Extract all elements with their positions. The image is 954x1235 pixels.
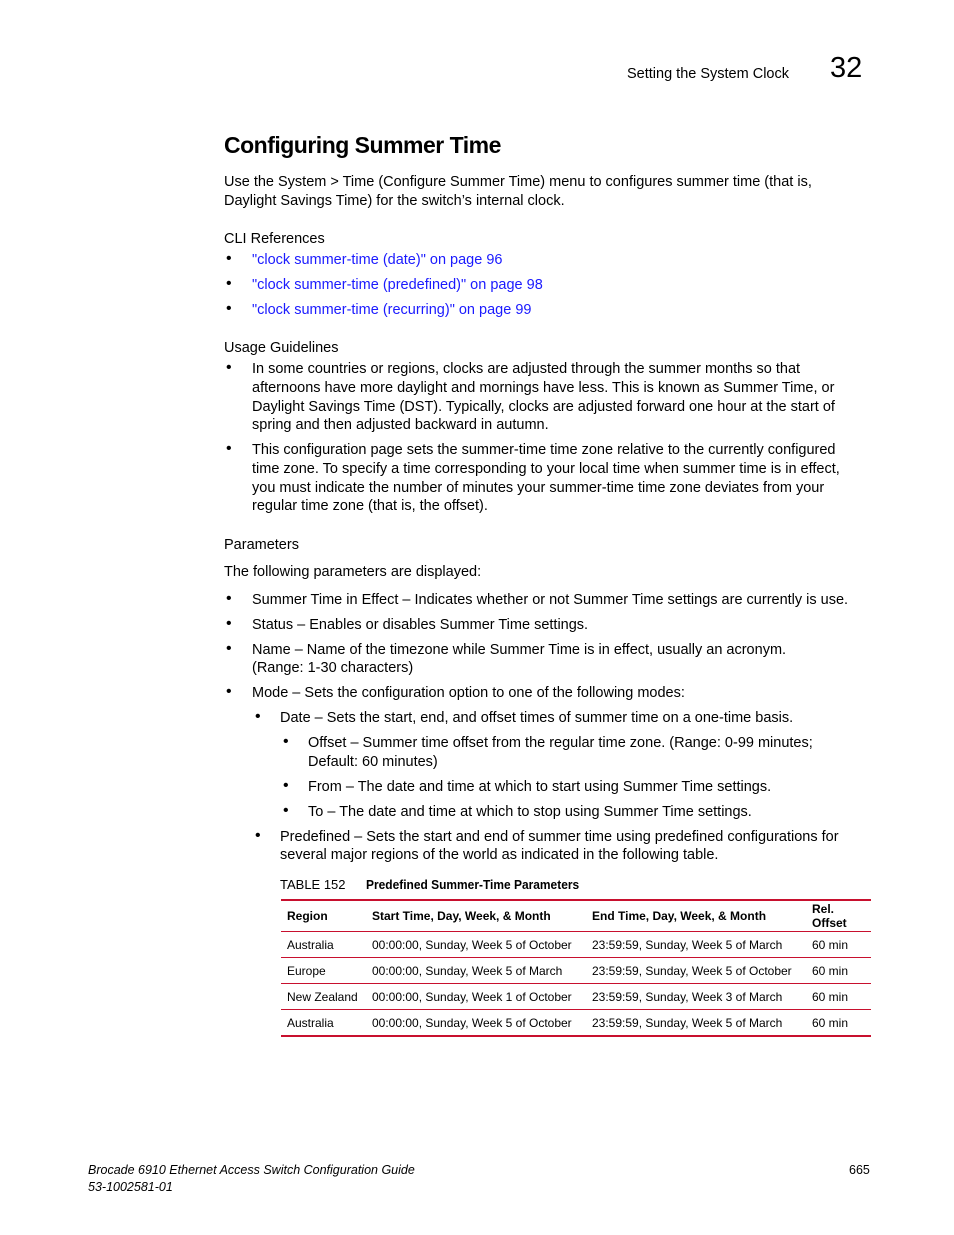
table-cell: 00:00:00, Sunday, Week 5 of October [366,1010,586,1037]
table-row [281,958,871,984]
parameters-intro: The following parameters are displayed: [224,564,482,580]
section-heading: Configuring Summer Time [224,132,501,158]
bullet-icon: • [226,250,232,267]
table-cell: 23:59:59, Sunday, Week 5 of March [586,932,806,958]
intro-line-1: Use the System > Time (Configure Summer Time) menu to configures summer time (that is, [224,174,812,190]
param-desc: – Summer time offset from the regular time zone. (Range: 0-99 minutes; [346,735,813,751]
usage-item-2-line-3: you must indicate the number of minutes your summer-time time zone deviates from your [252,480,825,496]
intro-line-2: Daylight Savings Time) for the switch’s internal clock. [224,193,565,209]
param-to [308,803,752,822]
bullet-icon: • [226,440,232,457]
usage-item-2-line-2: time zone. To specify a time corresponding to your local time when summer time is in effect, [252,461,840,477]
param-offset [308,734,813,753]
param-date [280,709,793,728]
param-term: Mode [252,685,289,701]
usage-item-2-line-1: This configuration page sets the summer-time time zone relative to the currently configured [252,442,836,458]
table-cell: 00:00:00, Sunday, Week 5 of October [366,932,586,958]
param-name [252,641,786,660]
table-header-row [281,900,871,932]
param-desc: – Name of the timezone while Summer Time is in effect, usually an acronym. [290,642,787,658]
running-header: Setting the System Clock [627,66,789,82]
cli-link-recurring[interactable]: "clock summer-time (recurring)" on page 99 [252,302,532,318]
table-cell: 60 min [806,958,871,984]
bullet-icon: • [226,590,232,607]
param-term: Predefined [280,829,351,845]
parameters-title: Parameters [224,537,299,553]
bullet-icon: • [226,300,232,317]
usage-item-1-line-1: In some countries or regions, clocks are adjusted through the summer months so that [252,361,801,377]
table-cell: 60 min [806,1010,871,1037]
chapter-number: 32 [830,52,863,84]
column-header: Rel. Offset [806,900,871,932]
table-cell: 60 min [806,984,871,1010]
table-cell: 23:59:59, Sunday, Week 5 of March [586,1010,806,1037]
usage-item-2-line-4: regular time zone (that is, the offset). [252,498,488,514]
table-row [281,932,871,958]
bullet-icon: • [226,640,232,657]
param-desc: – Sets the start, end, and offset times of summer time on a one-time basis. [310,710,794,726]
param-desc: – The date and time at which to start using Summer Time settings. [341,779,772,795]
table-caption [280,877,597,892]
param-term: Status [252,617,294,633]
param-name-range: (Range: 1-30 characters) [252,660,414,676]
table-row [281,984,871,1010]
table-cell: Australia [281,1010,366,1037]
table-label: TABLE 152 [280,877,346,892]
param-term: Offset [308,735,347,751]
param-term: From [308,779,342,795]
table-cell: Europe [281,958,366,984]
bullet-icon: • [226,275,232,292]
param-term: Summer Time in Effect [252,592,399,608]
column-header: End Time, Day, Week, & Month [586,900,806,932]
bullet-icon: • [255,827,261,844]
param-desc: – The date and time at which to stop using Summer Time settings. [323,804,752,820]
bullet-icon: • [226,359,232,376]
param-mode [252,684,685,703]
param-desc: – Sets the start and end of summer time using predefined configurations for [350,829,839,845]
column-header: Region [281,900,366,932]
param-status [252,616,588,635]
param-summer-in-effect [252,591,848,610]
table-cell: New Zealand [281,984,366,1010]
column-header: Start Time, Day, Week, & Month [366,900,586,932]
table-cell: Australia [281,932,366,958]
param-from [308,778,771,797]
table-cell: 00:00:00, Sunday, Week 5 of March [366,958,586,984]
table-cell: 23:59:59, Sunday, Week 3 of March [586,984,806,1010]
param-term: To [308,804,324,820]
usage-item-1-line-2: afternoons have more daylight and mornings have less. This is known as Summer Time, or [252,380,835,396]
summer-time-table [281,899,871,1037]
param-term: Date [280,710,311,726]
bullet-icon: • [226,683,232,700]
page-number: 665 [849,1163,870,1177]
usage-item-1-line-3: Daylight Savings Time (DST). Typically, clocks are adjusted forward one hour at the start of [252,399,835,415]
bullet-icon: • [226,615,232,632]
usage-item-1-line-4: spring and then adjusted backward in autumn. [252,417,549,433]
param-predefined [280,828,839,847]
table-cell: 23:59:59, Sunday, Week 5 of October [586,958,806,984]
usage-guidelines-title: Usage Guidelines [224,340,339,356]
table-cell: 60 min [806,932,871,958]
param-term: Name [252,642,291,658]
param-desc: – Enables or disables Summer Time settings. [293,617,589,633]
cli-references-title: CLI References [224,231,325,247]
cli-link-predefined[interactable]: "clock summer-time (predefined)" on page 98 [252,277,543,293]
table-title: Predefined Summer-Time Parameters [365,877,579,892]
bullet-icon: • [283,777,289,794]
footer-doc-title: Brocade 6910 Ethernet Access Switch Configuration Guide [88,1163,415,1177]
bullet-icon: • [283,802,289,819]
cli-link-date[interactable]: "clock summer-time (date)" on page 96 [252,252,503,268]
param-desc: – Indicates whether or not Summer Time settings are currently is use. [398,592,849,608]
table-cell: 00:00:00, Sunday, Week 1 of October [366,984,586,1010]
table-row [281,1010,871,1037]
bullet-icon: • [283,733,289,750]
param-offset-default: Default: 60 minutes) [308,754,438,770]
param-predefined-line-2: several major regions of the world as indicated in the following table. [280,847,719,863]
footer-doc-number: 53-1002581-01 [88,1180,173,1194]
bullet-icon: • [255,708,261,725]
param-desc: – Sets the configuration option to one of the following modes: [288,685,685,701]
